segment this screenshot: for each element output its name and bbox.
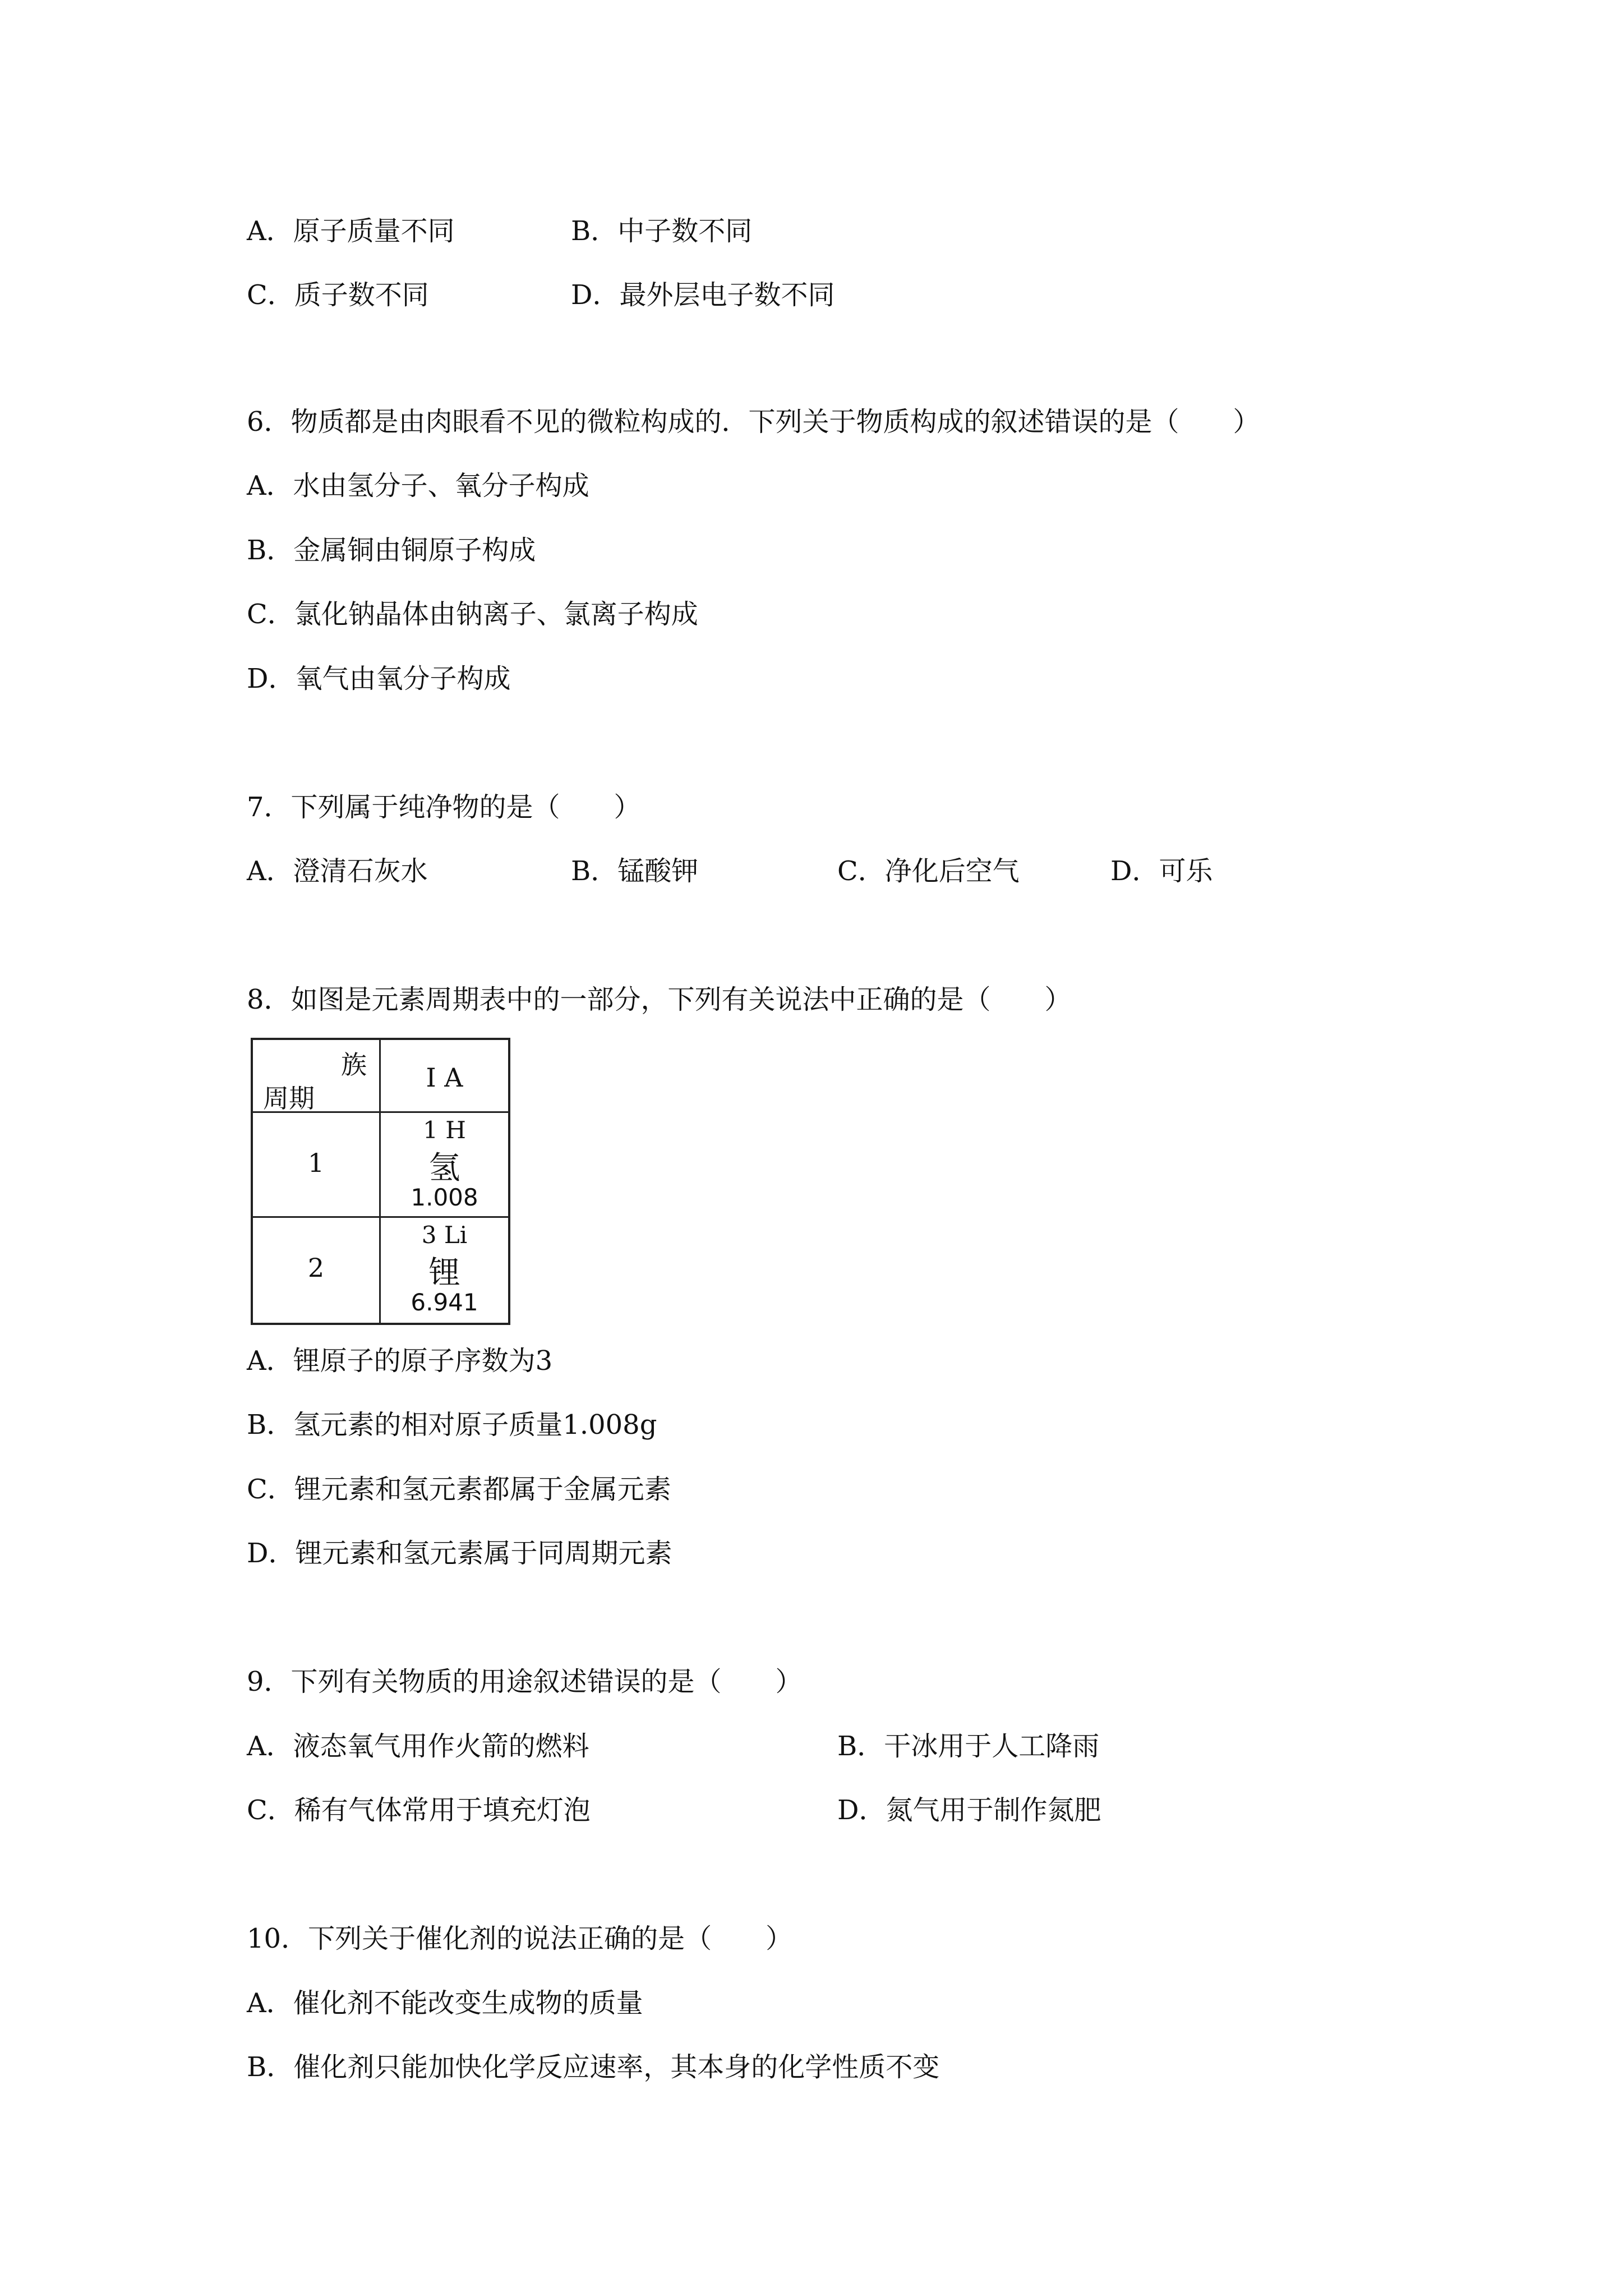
question-8-option-a: A．锂原子的原子序数为3	[247, 1345, 553, 1377]
header-group-cell	[381, 1040, 508, 1111]
question-6-stem: 6．物质都是由肉眼看不见的微粒构成的．下列关于物质构成的叙述错误的是（ ）	[247, 406, 1260, 438]
header-group-label: 族	[341, 1050, 367, 1080]
question-8-option-d: D．锂元素和氢元素属于同周期元素	[247, 1538, 672, 1569]
table-row-period-1	[253, 1113, 508, 1218]
question-9-stem: 9．下列有关物质的用途叙述错误的是（ ）	[247, 1666, 803, 1697]
question-7-option-a: A．澄清石灰水	[247, 855, 428, 887]
prev-option-d: D．最外层电子数不同	[571, 279, 835, 311]
element-hydrogen-cell	[381, 1113, 508, 1216]
periodic-table-fragment	[251, 1038, 510, 1325]
question-6-option-b: B．金属铜由铜原子构成	[247, 535, 536, 566]
header-period-label: 周期	[263, 1083, 315, 1114]
group-ia-label: I A	[426, 1062, 463, 1093]
lithium-number-symbol: 3 Li	[421, 1221, 468, 1249]
prev-option-b: B．中子数不同	[571, 215, 753, 247]
question-6-option-a: A．水由氢分子、氧分子构成	[247, 470, 589, 501]
lithium-mass: 6.941	[411, 1289, 478, 1316]
lithium-name: 锂	[428, 1255, 460, 1291]
period-1-cell	[253, 1113, 381, 1216]
period-2-number: 2	[307, 1253, 325, 1283]
question-9-option-c: C．稀有气体常用于填充灯泡	[247, 1795, 591, 1826]
question-7-option-d: D．可乐	[1110, 855, 1213, 887]
question-10-option-a: A．催化剂不能改变生成物的质量	[247, 1987, 643, 2019]
hydrogen-name: 氢	[428, 1150, 460, 1186]
prev-option-a: A．原子质量不同	[247, 215, 455, 247]
question-10-option-b: B．催化剂只能加快化学反应速率，其本身的化学性质不变	[247, 2051, 940, 2083]
question-7-option-b: B．锰酸钾	[571, 855, 699, 887]
question-7-option-c: C．净化后空气	[837, 855, 1020, 887]
element-lithium-cell	[381, 1218, 508, 1323]
table-header-corner	[253, 1040, 381, 1114]
question-9-option-b: B．干冰用于人工降雨	[837, 1731, 1100, 1762]
hydrogen-number-symbol: 1 H	[423, 1116, 466, 1144]
question-10-stem: 10．下列关于催化剂的说法正确的是（ ）	[247, 1923, 793, 1954]
hydrogen-mass: 1.008	[411, 1184, 478, 1211]
period-1-number: 1	[307, 1148, 325, 1178]
question-9-option-a: A．液态氧气用作火箭的燃料	[247, 1731, 589, 1762]
question-8-option-c: C．锂元素和氢元素都属于金属元素	[247, 1474, 671, 1505]
prev-option-c: C．质子数不同	[247, 279, 429, 311]
question-6-option-d: D．氧气由氧分子构成	[247, 663, 511, 694]
question-8-stem: 8．如图是元素周期表中的一部分，下列有关说法中正确的是（ ）	[247, 984, 1072, 1015]
period-2-cell	[253, 1218, 381, 1323]
table-row-period-2	[253, 1218, 508, 1323]
question-6-option-c: C．氯化钠晶体由钠离子、氯离子构成	[247, 599, 698, 630]
question-9-option-d: D．氮气用于制作氮肥	[837, 1795, 1101, 1826]
question-7-stem: 7．下列属于纯净物的是（ ）	[247, 792, 641, 823]
table-header-row	[253, 1040, 508, 1113]
question-8-option-b: B．氢元素的相对原子质量1.008g	[247, 1409, 657, 1441]
